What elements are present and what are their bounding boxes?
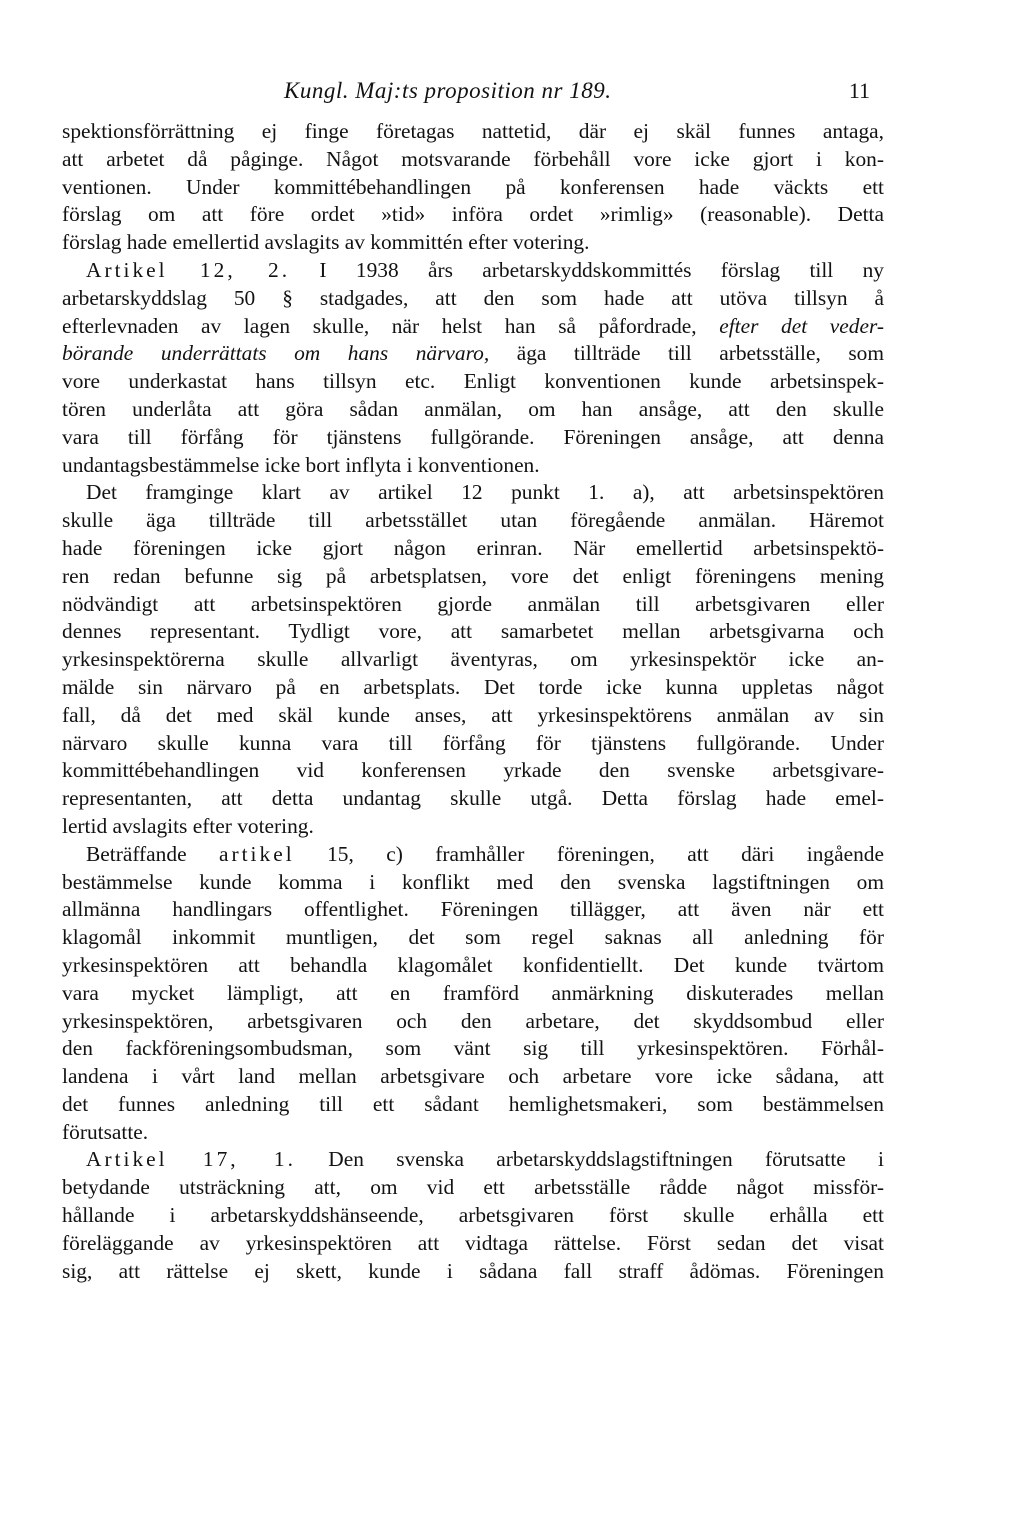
text-line: förslag om att före ordet »tid» införa ordet »rimlig» (reasonable). Detta — [62, 202, 884, 227]
text-line: mälde sin närvaro på en arbetsplats. Det torde icke kunna uppletas något — [62, 674, 884, 699]
text-line — [62, 841, 884, 869]
text-line: yrkesinspektören, arbetsgivaren och den arbetare, det skyddsombud eller — [62, 1008, 884, 1033]
text-line: vore underkastat hans tillsyn etc. Enligt konventionen kunde arbetsinspek- — [62, 369, 884, 394]
text-line: klagomål inkommit muntligen, det som regel saknas all anledning för — [62, 925, 884, 950]
page-number: 11 — [848, 78, 870, 103]
text-line: representanten, att detta undantag skulle utgå. Detta förslag hade emel- — [62, 786, 884, 811]
text-line: nödvändigt att arbetsinspektören gjorde anmälan till arbetsgivaren eller — [62, 591, 884, 616]
body-text — [62, 118, 884, 1285]
text-line: bestämmelse kunde komma i konflikt med den svenska lagstiftningen om — [62, 869, 884, 894]
text-line: yrkesinspektören att behandla klagomålet konfidentiellt. Det kunde tvärtom — [62, 952, 884, 977]
text-line: tören underlåta att göra sådan anmälan, om han ansåge, att den skulle — [62, 396, 884, 421]
text-line: ren redan befunne sig på arbetsplatsen, vore det enligt föreningens mening — [62, 563, 884, 588]
italic-span: börande underrättats om hans närvaro, — [62, 341, 490, 366]
text-span: Den svenska arbetarskyddslagstiftningen förutsatte i — [295, 1147, 884, 1172]
text-line: vara mycket lämpligt, att en framförd anmärkning diskuterades mellan — [62, 980, 884, 1005]
text-line: kommittébehandlingen vid konferensen yrkade den svenske arbetsgivare- — [62, 758, 884, 783]
text-span: I 1938 års arbetarskyddskommittés förslag till ny — [290, 257, 884, 282]
text-line — [62, 313, 884, 341]
text-line: fall, då det med skäl kunde anses, att yrkesinspektörens anmälan av sin — [62, 702, 884, 727]
page-header — [62, 78, 884, 114]
text-span: äga tillträde till arbetsställe, som — [489, 341, 884, 366]
text-line: lertid avslagits efter votering. — [62, 813, 314, 838]
text-span: efterlevnaden av lagen skulle, när helst han så påfordrade, — [62, 313, 720, 338]
text-line: hade föreningen icke gjort någon erinran. När emellertid arbetsinspektö- — [62, 535, 884, 560]
text-line: hållande i arbetarskyddshänseende, arbetsgivaren först skulle erhålla ett — [62, 1203, 884, 1228]
text-span: 15, c) framhåller föreningen, att däri ingående — [294, 841, 884, 866]
text-line: skulle äga tillträde till arbetsstället utan föregående anmälan. Häremot — [62, 508, 884, 533]
article-heading: Artikel 12, 2. — [86, 257, 291, 282]
text-line: landena i vårt land mellan arbetsgivare och arbetare vore icke sådana, att — [62, 1064, 884, 1089]
text-line: allmänna handlingars offentlighet. Föreningen tillägger, att även när ett — [62, 897, 884, 922]
article-reference: artikel — [219, 841, 295, 866]
text-line: föreläggande av yrkesinspektören att vidtaga rättelse. Först sedan det visat — [62, 1230, 884, 1255]
text-line: yrkesinspektörerna skulle allvarligt äventyras, om yrkesinspektör icke an- — [62, 647, 884, 672]
text-line — [62, 257, 884, 285]
text-line: Det framginge klart av artikel 12 punkt 1. a), att arbetsinspektören — [86, 480, 884, 505]
text-line — [62, 1146, 884, 1174]
article-heading: Artikel 17, 1. — [86, 1147, 296, 1172]
text-line: sig, att rättelse ej skett, kunde i sådana fall straff ådömas. Föreningen — [62, 1258, 884, 1283]
text-line: ventionen. Under kommittébehandlingen på konferensen hade väckts ett — [62, 174, 884, 199]
text-line: arbetarskyddslag 50 § stadgades, att den som hade att utöva tillsyn å — [62, 285, 884, 310]
text-line: förutsatte. — [62, 1119, 149, 1144]
text-line: närvaro skulle kunna vara till förfång för tjänstens fullgörande. Under — [62, 730, 884, 755]
text-line: vara till förfång för tjänstens fullgörande. Föreningen ansåge, att denna — [62, 424, 884, 449]
document-page — [62, 78, 884, 1285]
text-line — [62, 340, 884, 368]
text-line: det funnes anledning till ett sådant hemlighetsmakeri, som bestämmelsen — [62, 1091, 884, 1116]
text-line: spektionsförrättning ej finge företagas nattetid, där ej skäl funnes antaga, — [62, 119, 884, 143]
text-line: undantagsbestämmelse icke bort inflyta i konventionen. — [62, 452, 540, 477]
text-line: betydande utsträckning att, om vid ett arbetsställe rådde något missför- — [62, 1175, 884, 1200]
italic-span: efter det veder- — [719, 313, 884, 338]
text-line: förslag hade emellertid avslagits av kommittén efter votering. — [62, 230, 590, 255]
text-line: att arbetet då påginge. Något motsvarande förbehåll vore icke gjort i kon- — [62, 146, 884, 171]
text-span: Beträffande — [86, 841, 219, 866]
text-line: dennes representant. Tydligt vore, att samarbetet mellan arbetsgivarna och — [62, 619, 884, 644]
running-head: Kungl. Maj:ts proposition nr 189. — [284, 78, 612, 103]
text-line: den fackföreningsombudsman, som vänt sig till yrkesinspektören. Förhål- — [62, 1036, 884, 1061]
